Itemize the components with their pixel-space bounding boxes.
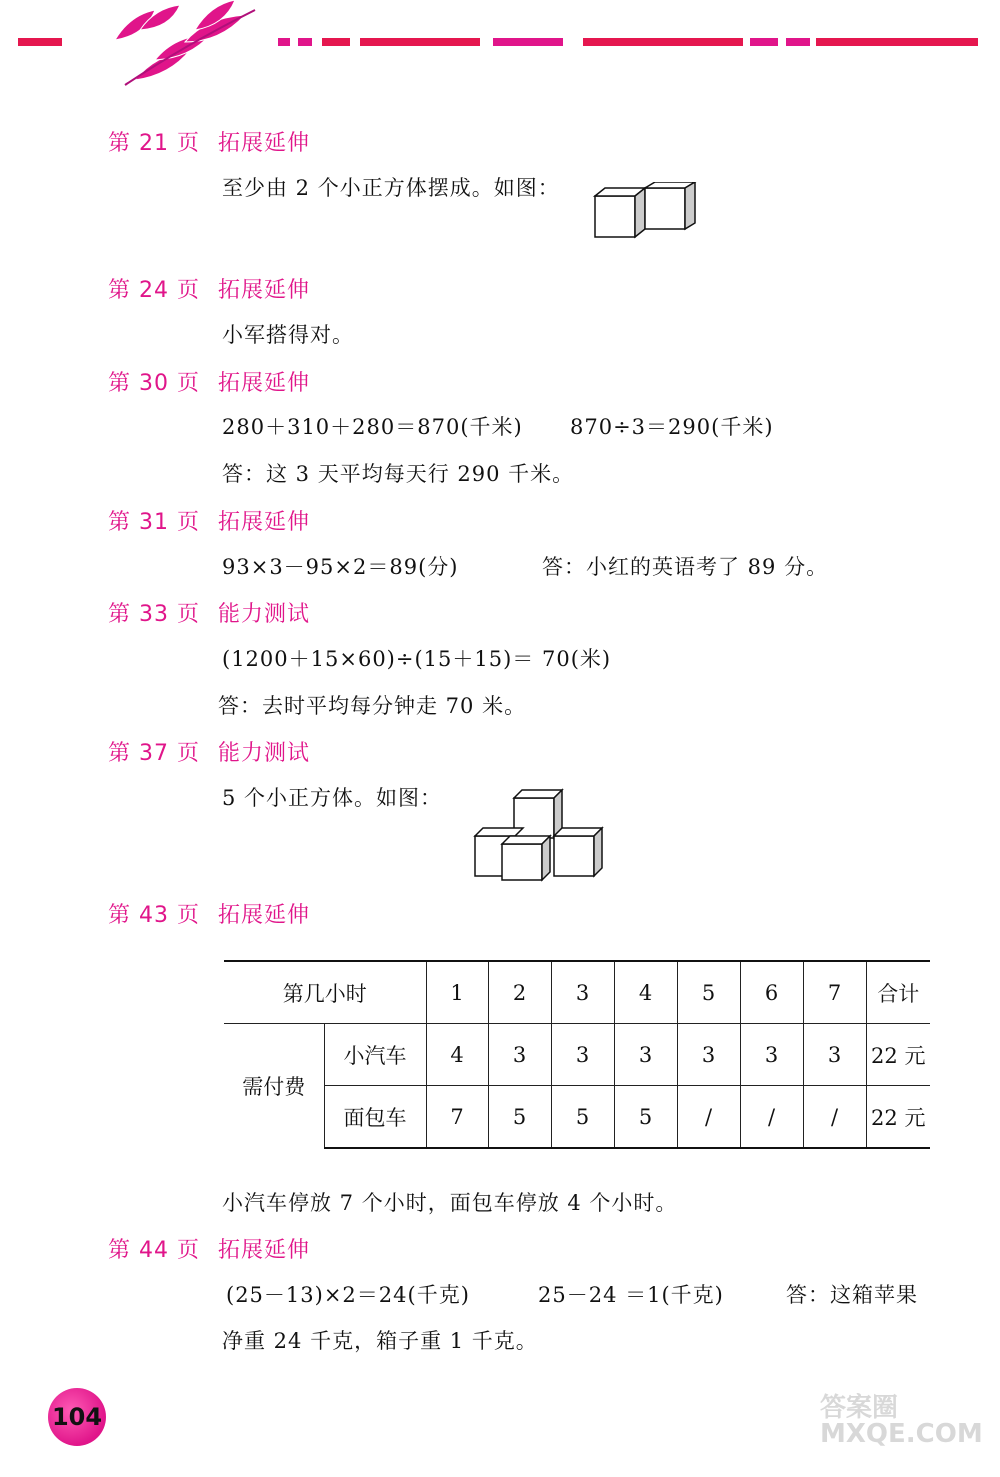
- two-cubes-figure: [592, 182, 704, 240]
- watermark: 答案圈 MXQE.COM: [820, 1393, 983, 1449]
- table-row: [224, 1086, 930, 1149]
- equation: 93×3－95×2＝89(分): [222, 555, 459, 579]
- top-bar-seg: [786, 38, 810, 46]
- table-cell: 3: [803, 1024, 866, 1086]
- table-cell: 小汽车: [324, 1024, 426, 1086]
- table-cell: 5: [677, 961, 740, 1024]
- equation: 25－24 ＝1(千克): [538, 1283, 724, 1307]
- table-cell: 1: [426, 961, 488, 1024]
- table-cell: 3: [488, 1024, 551, 1086]
- table-cell: 4: [426, 1024, 488, 1086]
- top-bar-left: [18, 38, 62, 46]
- top-bar-seg: [322, 38, 350, 46]
- section-heading: 第 24 页 拓展延伸: [108, 278, 311, 303]
- table-cell: 3: [551, 961, 614, 1024]
- parking-fee-table: [224, 960, 930, 1149]
- answer-text: 答：去时平均每分钟走 70 米。: [218, 694, 527, 718]
- leaf-decoration: [95, 0, 265, 95]
- answer-text: 答：这 3 天平均每天行 290 千米。: [222, 462, 575, 486]
- top-bar-seg: [583, 38, 743, 46]
- table-row: [224, 1024, 930, 1086]
- table-cell: 面包车: [324, 1086, 426, 1149]
- section-heading: 第 33 页 能力测试: [108, 602, 311, 627]
- five-cubes-figure: [472, 786, 610, 882]
- table-cell: 3: [551, 1024, 614, 1086]
- table-cell: 3: [614, 1024, 677, 1086]
- table-cell: 22 元: [866, 1024, 930, 1086]
- top-bar-seg: [816, 38, 978, 46]
- equation: 280＋310＋280＝870(千米): [222, 415, 523, 439]
- table-cell: 5: [488, 1086, 551, 1149]
- section-heading: 第 37 页 能力测试: [108, 741, 311, 766]
- top-bar-seg: [278, 38, 290, 46]
- section-heading: 第 31 页 拓展延伸: [108, 510, 311, 535]
- equation: (25－13)×2＝24(千克): [226, 1283, 470, 1307]
- section-heading: 第 21 页 拓展延伸: [108, 131, 311, 156]
- table-cell: 5: [614, 1086, 677, 1149]
- table-group-cell: 需付费: [242, 1075, 306, 1099]
- table-row: [224, 961, 930, 1024]
- table-cell: 2: [488, 961, 551, 1024]
- top-bar-seg: [360, 38, 480, 46]
- table-header-cell: 第几小时: [224, 961, 426, 1024]
- table-cell: 合计: [866, 961, 930, 1024]
- top-bar-seg: [298, 38, 312, 46]
- top-bar-seg: [493, 38, 563, 46]
- answer-text: 净重 24 千克，箱子重 1 千克。: [222, 1329, 538, 1353]
- section-heading: 第 43 页 拓展延伸: [108, 903, 311, 928]
- table-cell: 6: [740, 961, 803, 1024]
- table-cell: 4: [614, 961, 677, 1024]
- table-cell: /: [740, 1086, 803, 1149]
- answer-text: 至少由 2 个小正方体摆成。如图：: [222, 176, 560, 200]
- answer-text: 答：这箱苹果: [786, 1283, 918, 1307]
- equation: (1200＋15×60)÷(15＋15)＝ 70(米): [222, 647, 612, 671]
- section-heading: 第 44 页 拓展延伸: [108, 1238, 311, 1263]
- equation: 870÷3＝290(千米): [570, 415, 774, 439]
- table-cell: /: [803, 1086, 866, 1149]
- page-number: 104: [48, 1388, 106, 1446]
- table-cell: 22 元: [866, 1086, 930, 1149]
- table-cell: 3: [740, 1024, 803, 1086]
- answer-text: 小军搭得对。: [222, 323, 354, 347]
- section-heading: 第 30 页 拓展延伸: [108, 371, 311, 396]
- table-cell: 5: [551, 1086, 614, 1149]
- answer-text: 答：小红的英语考了 89 分。: [542, 555, 829, 579]
- table-cell: 7: [426, 1086, 488, 1149]
- table-cell: /: [677, 1086, 740, 1149]
- answer-text: 小汽车停放 7 个小时，面包车停放 4 个小时。: [222, 1191, 678, 1215]
- answer-text: 5 个小正方体。如图：: [222, 786, 443, 810]
- table-cell: 7: [803, 961, 866, 1024]
- top-bar-seg: [750, 38, 778, 46]
- table-cell: 3: [677, 1024, 740, 1086]
